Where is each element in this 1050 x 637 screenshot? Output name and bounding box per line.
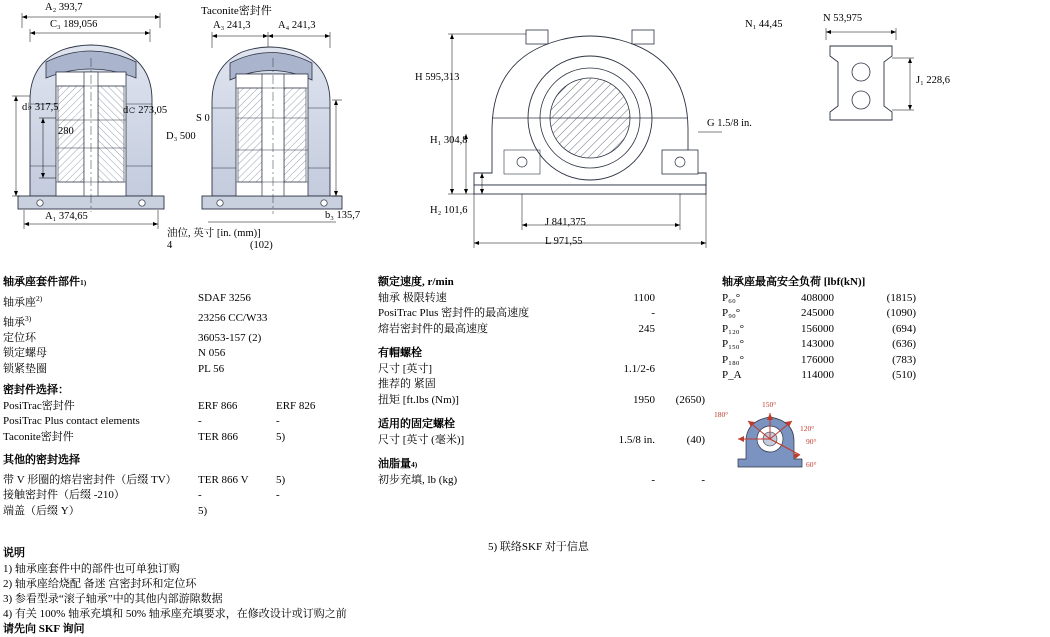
row-label: 带 V 形圈的熔岩密封件（后缀 TV） <box>3 473 177 486</box>
row-value-2: (783) <box>892 353 916 366</box>
angle-label-150: 150° <box>762 400 777 409</box>
row-label: 推荐的 紧固 <box>378 378 436 390</box>
dim-H2: H₂ 101,6 <box>430 205 468 216</box>
table-row <box>3 346 353 362</box>
dim-C3: C₃ 189,056 <box>50 19 98 30</box>
row-label: P_A <box>722 369 742 381</box>
table-row <box>722 322 1042 338</box>
row-label: 轴承$^{3)}$ <box>3 313 32 329</box>
dim-ba: b₃ 135,7 <box>325 210 361 221</box>
grease-header-row <box>378 457 708 473</box>
row-value-2: (1815) <box>886 291 916 304</box>
row-value-1: 408000 <box>801 291 834 304</box>
col3-title-row <box>722 275 1042 291</box>
row-label: 定位环 <box>3 331 36 344</box>
row-label: P₁₂₀° <box>722 322 745 335</box>
dim-N: N 53,975 <box>823 13 863 24</box>
table-row <box>3 399 353 415</box>
row-label: 熔岩密封件的最高速度 <box>378 322 488 335</box>
row-value-1: 245000 <box>801 307 834 319</box>
dim-S: S 0 <box>196 113 210 124</box>
table-row <box>3 473 353 489</box>
row-value-1: - <box>651 307 655 319</box>
dim-A1: A₁ 374,65 <box>45 211 88 222</box>
row-value-1: - <box>198 415 202 428</box>
note-item: 3) 参看型录“滚子轴承”中的其他内部游隙数据 <box>3 593 223 605</box>
dim-J: J 841,375 <box>545 217 586 228</box>
row-value-2: (636) <box>892 338 916 350</box>
dim-L: L 971,55 <box>545 236 583 247</box>
load-angle-diagram <box>722 405 852 475</box>
row-value-2: - <box>701 473 705 486</box>
dim-Da: D₃ 500 <box>166 131 196 142</box>
oil-level-in: 4 <box>167 240 173 251</box>
row-label: 锁紧垫圈 <box>3 362 47 375</box>
row-value-2: (40) <box>686 433 705 446</box>
table-row <box>722 353 1042 369</box>
oil-level-mm: (102) <box>250 240 273 251</box>
row-label: Taconite密封件 <box>3 430 74 443</box>
row-value-1: N 056 <box>198 347 226 360</box>
row-label: PosiTrac密封件 <box>3 399 75 412</box>
row-value-1: SDAF 3256 <box>198 291 251 304</box>
max-safe-load-table <box>722 275 1042 384</box>
table-row <box>3 331 353 347</box>
note-5: 5) 联络SKF 对于信息 <box>488 541 589 553</box>
row-label: 接触密封件（后缀 -210） <box>3 489 125 502</box>
oil-level-label: 油位, 英寸 [in. (mm)] <box>167 228 261 239</box>
row-value-1: 176000 <box>801 353 834 366</box>
row-label: P₁₅₀° <box>722 338 745 350</box>
table-row <box>3 414 353 430</box>
row-label: PosiTrac Plus contact elements <box>3 415 140 428</box>
row-value-1: ERF 866 <box>198 399 238 412</box>
fixing-bolt-header: 适用的固定螺栓 <box>378 418 455 430</box>
row-value-2: (1090) <box>886 307 916 319</box>
table-row <box>3 291 353 311</box>
row-label: 锁定螺母 <box>3 347 47 360</box>
dim-280: 280 <box>58 126 74 137</box>
angle-label-90: 90° <box>806 437 817 446</box>
grease-header: 油脂量 <box>378 458 411 470</box>
seal-options-header-row <box>3 383 353 399</box>
row-value-2: - <box>276 489 280 502</box>
note-item: 4) 有关 100% 轴承充填和 50% 轴承座充填要求，在修改设计或订购之前 <box>3 608 347 620</box>
dim-dc: d𝚌 273,05 <box>123 105 168 116</box>
row-value-2 <box>655 362 705 378</box>
col1-title-row <box>3 275 353 291</box>
row-value-2: (510) <box>892 369 916 381</box>
row-label: 尺寸 [英寸] <box>378 362 433 375</box>
note-item: 2) 轴承座给烧配 备迷 宫密封环和定位环 <box>3 578 197 590</box>
row-label: P₆₀° <box>722 291 741 304</box>
row-label: 轴承 极限转速 <box>378 291 447 304</box>
table-row <box>3 430 353 446</box>
dim-H1: H₁ 304,8 <box>430 135 468 146</box>
row-label: 初步充填, lb (kg) <box>378 473 458 486</box>
row-value-2: (2650) <box>675 393 705 406</box>
table-row <box>378 433 708 449</box>
row-value-1: 143000 <box>801 338 834 350</box>
row-value-1: - <box>651 473 655 486</box>
row-value-2 <box>655 291 705 307</box>
figure-side-elevation <box>430 10 750 260</box>
row-value-2 <box>276 291 346 311</box>
other-seal-header-row <box>3 453 353 469</box>
table-row <box>722 306 1042 322</box>
table-row <box>378 377 708 393</box>
figure-front-section <box>0 0 185 265</box>
row-value-1: 114000 <box>801 369 834 381</box>
row-value-1: TER 866 V <box>198 473 249 486</box>
row-value-2 <box>276 362 346 378</box>
dim-A3: A₃ 241,3 <box>213 20 251 31</box>
row-label: P₉₀° <box>722 307 741 319</box>
dim-H: H 595,313 <box>415 72 460 83</box>
row-value-2: 5) <box>276 473 286 486</box>
table-row <box>378 362 708 378</box>
row-value-2 <box>276 331 346 347</box>
fixing-bolt-header-row <box>378 417 708 433</box>
dim-A4: A₄ 241,3 <box>278 20 316 31</box>
bolt-header-row <box>378 346 708 362</box>
row-value-2: ERF 826 <box>276 399 316 412</box>
taconite-title: Taconite密封件 <box>201 5 272 17</box>
table-row <box>3 311 353 331</box>
dim-A2: A₂ 393,7 <box>45 2 83 13</box>
bolt-header: 有帽螺栓 <box>378 347 422 359</box>
row-value-2 <box>276 311 346 331</box>
bearing-unit-parts-table <box>3 275 353 519</box>
dim-J1: J₁ 228,6 <box>916 75 950 86</box>
col3-title: 轴承座最高安全负荷 [lbf(kN)] <box>722 276 866 288</box>
speed-and-bolts-table <box>378 275 708 488</box>
angle-label-60: 60° <box>806 460 817 469</box>
speed-header: 额定速度, r/min <box>378 276 454 288</box>
row-value-1: 23256 CC/W33 <box>198 311 268 324</box>
row-value-1: - <box>198 489 202 502</box>
other-seal-header: 其他的密封选择 <box>3 454 80 467</box>
row-value-2: 5) <box>276 430 286 443</box>
note-item: 1) 轴承座套件中的部件也可单独订购 <box>3 563 180 575</box>
row-value-1 <box>593 377 655 393</box>
row-value-1: PL 56 <box>198 362 225 375</box>
row-value-1: 1950 <box>633 393 655 406</box>
row-value-2 <box>655 322 705 338</box>
row-value-2 <box>655 377 705 393</box>
row-label: P₁₈₀° <box>722 353 745 366</box>
speed-header-row <box>378 275 708 291</box>
dim-N1: N₁ 44,45 <box>745 19 783 30</box>
table-row <box>378 393 708 409</box>
notes-footer: 请先向 SKF 询问 <box>3 623 85 635</box>
table-row <box>3 504 353 520</box>
row-label: 扭矩 [ft.lbs (Nm)] <box>378 393 459 406</box>
row-value-2 <box>276 346 346 362</box>
table-row <box>722 368 1042 384</box>
row-value-2 <box>276 504 346 520</box>
row-value-1: 1100 <box>633 291 655 304</box>
row-label: 尺寸 [英寸 (毫米)] <box>378 433 465 446</box>
table-row <box>378 306 708 322</box>
grease-header-sup: 4) <box>411 460 418 469</box>
row-value-2: (694) <box>892 322 916 335</box>
table-row <box>722 291 1042 307</box>
row-value-2 <box>655 306 705 322</box>
table-row <box>378 473 708 489</box>
table-row <box>378 291 708 307</box>
row-value-2: - <box>276 415 280 428</box>
dim-G: G 1.5/8 in. <box>707 118 752 129</box>
seal-options-header: 密封件选择： <box>3 384 69 397</box>
notes-header: 说明 <box>3 547 25 559</box>
table-row <box>3 488 353 504</box>
row-value-1: 1.5/8 in. <box>618 433 655 446</box>
col1-title: 轴承座套件部件 <box>3 276 80 288</box>
table-row <box>378 322 708 338</box>
row-value-1: 245 <box>638 322 655 335</box>
row-value-1: 36053-157 (2) <box>198 331 262 344</box>
notes-block <box>3 546 523 637</box>
row-value-1: TER 866 <box>198 430 239 443</box>
table-row <box>3 362 353 378</box>
row-label: 端盖（后缀 Y） <box>3 504 80 517</box>
row-value-1: 156000 <box>801 322 834 335</box>
row-value-1: 1.1/2-6 <box>623 362 655 375</box>
angle-label-180: 180° <box>714 410 729 419</box>
col1-title-sup: 1) <box>80 278 87 287</box>
table-row <box>722 337 1042 353</box>
row-label: PosiTrac Plus 密封件的最高速度 <box>378 307 530 319</box>
row-value-1: 5) <box>198 504 208 517</box>
angle-label-120: 120° <box>800 424 815 433</box>
row-label: 轴承座$^{2)}$ <box>3 293 43 309</box>
dim-db: d♭ 317,5 <box>22 102 59 113</box>
